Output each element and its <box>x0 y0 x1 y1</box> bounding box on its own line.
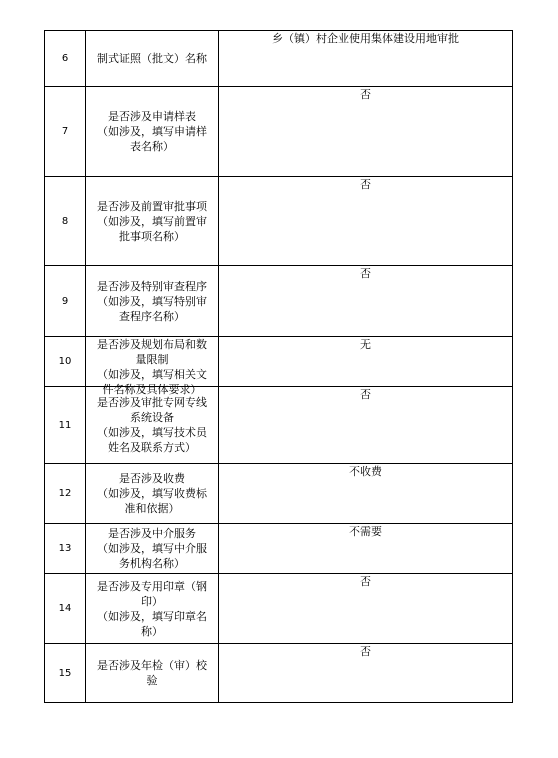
item-line: 件名称及具体要求） <box>102 383 202 396</box>
item-clip <box>86 337 218 396</box>
row-number: 15 <box>45 644 86 703</box>
item-line: 批事项名称） <box>119 229 185 243</box>
item-line: 是否涉及年检（审）校 <box>97 659 207 672</box>
row-value: 否 <box>219 177 513 266</box>
item-line: 系统设备 <box>130 411 174 424</box>
row-number: 13 <box>45 524 86 574</box>
item-line: 验 <box>146 674 158 687</box>
item-line: （如涉及，填写技术员 <box>97 426 207 439</box>
row-item-label <box>86 464 219 524</box>
item-line: （如涉及，填写特别审 <box>97 294 207 308</box>
item-line: 准和依据） <box>124 502 180 515</box>
row-item-label <box>86 524 219 574</box>
item-line: （如涉及，填写印章名 <box>97 609 207 623</box>
row-number: 10 <box>45 337 86 387</box>
item-line: 是否涉及特别审查程序 <box>97 279 207 293</box>
row-number: 6 <box>45 31 86 87</box>
approval-info-table <box>44 30 513 703</box>
item-line: 称） <box>141 624 163 638</box>
row-number: 9 <box>45 266 86 337</box>
item-line: 是否涉及专用印章（钢 <box>97 579 207 593</box>
item-line: 制式证照（批文）名称 <box>97 52 207 65</box>
item-line: 表名称） <box>130 140 174 153</box>
item-line: （如涉及，填写收费标 <box>97 487 207 500</box>
item-line: （如涉及，填写申请样 <box>97 125 207 138</box>
row-value: 乡（镇）村企业使用集体建设用地审批 <box>219 31 513 87</box>
table-row <box>45 574 513 644</box>
row-number: 12 <box>45 464 86 524</box>
row-value: 无 <box>219 337 513 387</box>
item-line: 是否涉及前置审批事项 <box>97 199 207 213</box>
row-item-label <box>86 31 219 87</box>
row-item-label <box>86 574 219 644</box>
row-value: 否 <box>219 266 513 337</box>
item-line: 是否涉及收费 <box>119 472 185 485</box>
table-row <box>45 524 513 574</box>
item-line: （如涉及，填写中介服 <box>97 542 207 555</box>
row-value: 否 <box>219 574 513 644</box>
row-item-label <box>86 387 219 464</box>
row-item-label <box>86 337 219 396</box>
item-line: 查程序名称） <box>119 309 185 323</box>
table-row <box>45 87 513 177</box>
item-line: 姓名及联系方式） <box>108 441 196 454</box>
row-item-label <box>86 644 219 703</box>
row-value: 否 <box>219 87 513 177</box>
table-row <box>45 387 513 464</box>
row-number: 14 <box>45 574 86 644</box>
item-line: （如涉及，填写相关文 <box>97 368 207 381</box>
item-line: 是否涉及审批专网专线 <box>97 396 207 409</box>
table-row <box>45 31 513 87</box>
table-row <box>45 464 513 524</box>
item-line: 印） <box>141 594 163 608</box>
row-number: 11 <box>45 387 86 464</box>
table-row <box>45 644 513 703</box>
item-line: 是否涉及规划布局和数 <box>97 338 207 351</box>
item-line: （如涉及，填写前置审 <box>97 214 207 228</box>
row-value: 不需要 <box>219 524 513 574</box>
row-number: 8 <box>45 177 86 266</box>
table-row <box>45 337 513 387</box>
row-value: 否 <box>219 644 513 703</box>
table-row <box>45 177 513 266</box>
row-value: 不收费 <box>219 464 513 524</box>
row-item-label <box>86 87 219 177</box>
item-line: 是否涉及中介服务 <box>108 527 196 540</box>
row-item-label <box>86 266 219 337</box>
item-line: 务机构名称） <box>119 557 185 570</box>
row-value: 否 <box>219 387 513 464</box>
item-line: 量限制 <box>135 353 169 366</box>
item-line: 是否涉及申请样表 <box>108 110 196 123</box>
table-row <box>45 266 513 337</box>
row-item-label <box>86 177 219 266</box>
row-number: 7 <box>45 87 86 177</box>
